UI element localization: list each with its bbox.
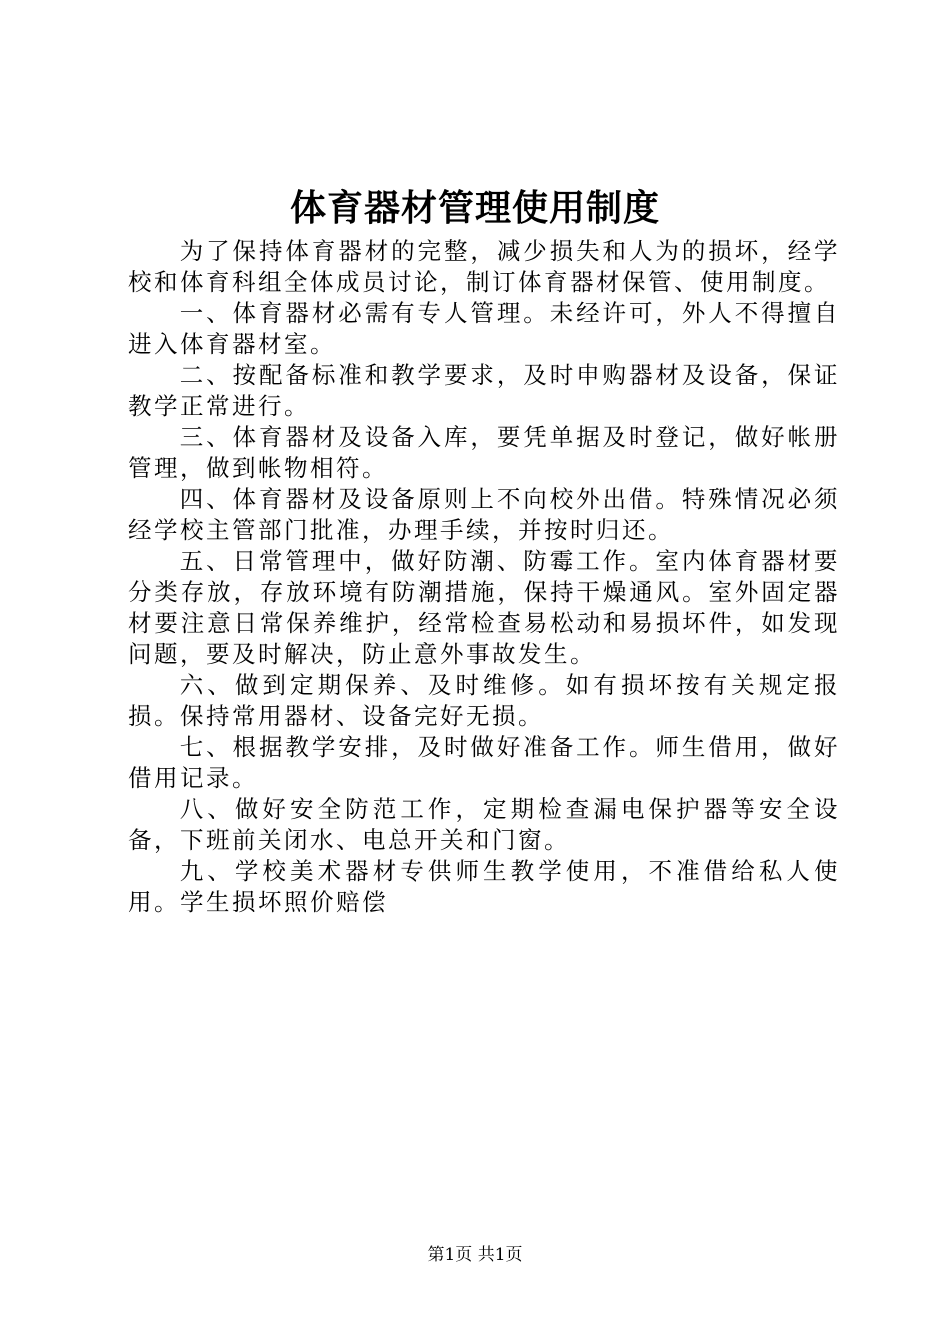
paragraph-rule-5: 五、日常管理中，做好防潮、防霉工作。室内体育器材要分类存放，存放环境有防潮措施，保持干燥通风。室外固定器材要注意日常保养维护，经常检查易松动和易损坏件，如发现问题，要及时解决，防止意外事故发生。 bbox=[128, 547, 840, 668]
paragraph-rule-8: 八、做好安全防范工作，定期检查漏电保护器等安全设备，下班前关闭水、电总开关和门窗。 bbox=[128, 795, 840, 854]
paragraph-rule-3: 三、体育器材及设备入库，要凭单据及时登记，做好帐册管理，做到帐物相符。 bbox=[128, 423, 840, 482]
document-body bbox=[128, 236, 840, 918]
paragraph-intro: 为了保持体育器材的完整，减少损失和人为的损坏，经学校和体育科组全体成员讨论，制订体育器材保管、使用制度。 bbox=[128, 237, 840, 296]
paragraph-rule-9: 九、学校美术器材专供师生教学使用，不准借给私人使用。学生损坏照价赔偿 bbox=[128, 857, 840, 916]
paragraph-rule-6: 六、做到定期保养、及时维修。如有损坏按有关规定报损。保持常用器材、设备完好无损。 bbox=[128, 671, 840, 730]
document-title: 体育器材管理使用制度 bbox=[289, 187, 660, 229]
paragraph-rule-2: 二、按配备标准和教学要求，及时申购器材及设备，保证教学正常进行。 bbox=[128, 361, 840, 420]
paragraph-rule-4: 四、体育器材及设备原则上不向校外出借。特殊情况必须经学校主管部门批准，办理手续，并按时归还。 bbox=[128, 485, 840, 544]
paragraph-rule-7: 七、根据教学安排，及时做好准备工作。师生借用，做好借用记录。 bbox=[128, 733, 840, 792]
paragraph-rule-1: 一、体育器材必需有专人管理。未经许可，外人不得擅自进入体育器材室。 bbox=[128, 299, 840, 358]
page-footer: 第1页 共1页 bbox=[427, 1245, 523, 1265]
